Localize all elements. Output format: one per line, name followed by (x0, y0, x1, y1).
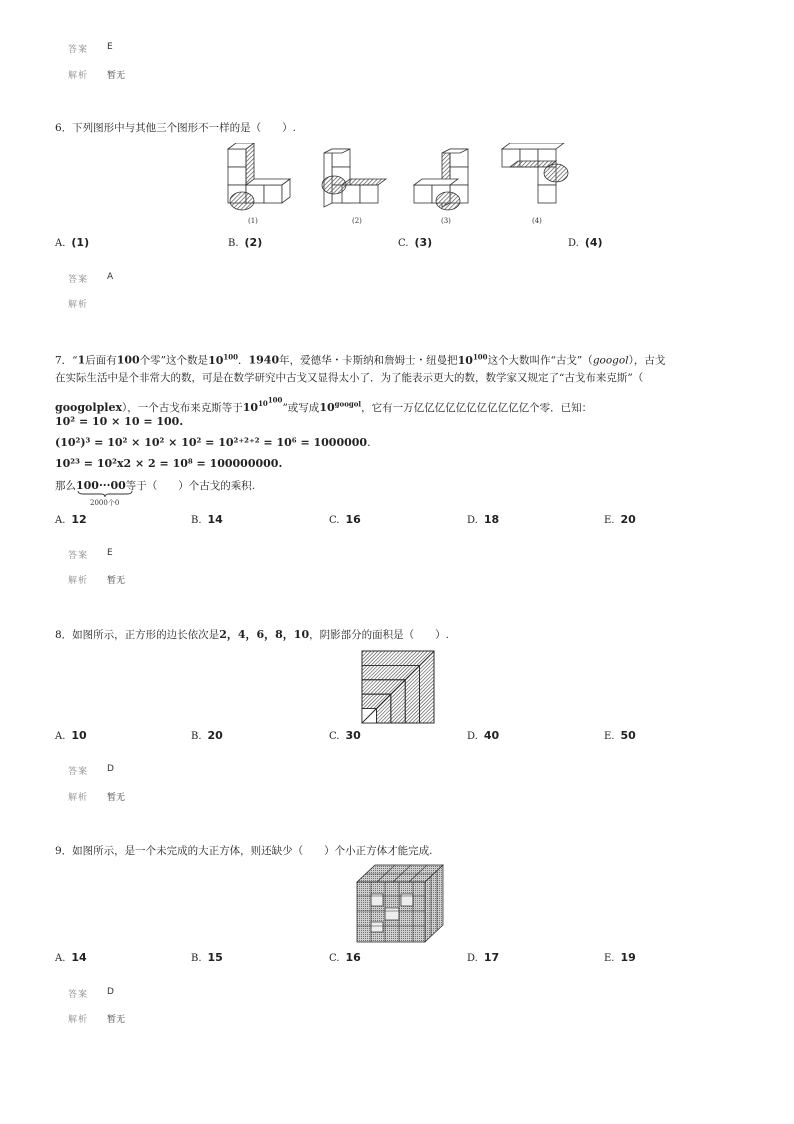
answer-value: A (107, 272, 114, 282)
option-e[interactable]: E. 20 (604, 513, 636, 526)
option-d[interactable]: D. (4) (568, 236, 603, 249)
analysis-value: 暂无 (107, 576, 126, 586)
question-6-figure (222, 143, 582, 229)
option-c[interactable]: C. 30 (329, 729, 361, 742)
question-7-last-line: 那么100···00等于（ ）个古戈的乘积. (55, 479, 256, 492)
fig-label-3: (3) (441, 217, 451, 225)
answer-label: 答案 (68, 551, 89, 561)
option-c[interactable]: C. 16 (329, 951, 361, 964)
answer-value: D (107, 987, 114, 997)
analysis-label: 解析 (68, 71, 89, 81)
analysis-label: 解析 (68, 300, 89, 310)
option-b[interactable]: B. (2) (228, 236, 263, 249)
question-6-text: 6．下列图形中与其他三个图形不一样的是（ ）. (55, 122, 297, 134)
option-d[interactable]: D. 40 (467, 729, 500, 742)
question-8-text: 8．如图所示，正方形的边长依次是2，4，6，8，10，阴影部分的面积是（ ）. (55, 628, 449, 641)
option-e[interactable]: E. 50 (604, 729, 636, 742)
option-c[interactable]: C. (3) (398, 236, 433, 249)
analysis-label: 解析 (68, 576, 89, 586)
question-9-figure (355, 864, 445, 946)
answer-label: 答案 (68, 990, 89, 1000)
question-8-figure (361, 650, 435, 724)
option-a[interactable]: A. 10 (55, 729, 87, 742)
analysis-label: 解析 (68, 1015, 89, 1025)
analysis-label: 解析 (68, 793, 89, 803)
option-e[interactable]: E. 19 (604, 951, 636, 964)
underbrace (77, 490, 133, 498)
option-b[interactable]: B. 20 (191, 729, 223, 742)
answer-value: E (107, 548, 113, 558)
equation-2: (10²)³ = 10² × 10² × 10² = 10²⁺²⁺² = 10⁶ = 1000000. (55, 436, 371, 449)
option-b[interactable]: B. 15 (191, 951, 223, 964)
option-d[interactable]: D. 18 (467, 513, 500, 526)
brace-note: 2000个0 (90, 499, 120, 507)
answer-value: D (107, 764, 114, 774)
question-7-line-2: 在实际生活中是个非常大的数，可是在数学研究中古戈又显得太小了．为了能表示更大的数，数学家又规定了“古戈布来克斯”（ (55, 372, 644, 384)
option-a[interactable]: A. (1) (55, 236, 90, 249)
question-7-line-1: 7．“1后面有100个零”这个数是$10^{100}$．1940年，爱德华・卡斯纳和詹姆士・纽曼把$10^{100}$这个大数叫作“古戈”（googol），古戈 (55, 352, 666, 367)
analysis-value: 暂无 (107, 793, 126, 803)
option-a[interactable]: A. 14 (55, 951, 87, 964)
answer-label: 答案 (68, 275, 89, 285)
question-7-line-3: googolplex），一个古戈布来克斯等于$10^{10^{100}}$”或写成$10^{googol}$，它有一万亿亿亿亿亿亿亿亿亿亿亿个零．已知： (55, 396, 593, 414)
fig-label-4: (4) (532, 217, 542, 225)
option-d[interactable]: D. 17 (467, 951, 500, 964)
analysis-value: 暂无 (107, 1015, 126, 1025)
option-a[interactable]: A. 12 (55, 513, 87, 526)
fig-label-2: (2) (352, 217, 362, 225)
answer-value: E (107, 42, 113, 52)
answer-label: 答案 (68, 767, 89, 777)
option-c[interactable]: C. 16 (329, 513, 361, 526)
answer-label: 答案 (68, 45, 89, 55)
equation-1: 10² = 10 × 10 = 100. (55, 415, 184, 428)
fig-label-1: (1) (248, 217, 258, 225)
analysis-value: 暂无 (107, 71, 126, 81)
option-b[interactable]: B. 14 (191, 513, 223, 526)
question-9-text: 9．如图所示，是一个未完成的大正方体，则还缺少（ ）个小正方体才能完成. (55, 845, 433, 857)
equation-3: 10²³ = 10²x2 × 2 = 10⁸ = 100000000. (55, 457, 283, 470)
